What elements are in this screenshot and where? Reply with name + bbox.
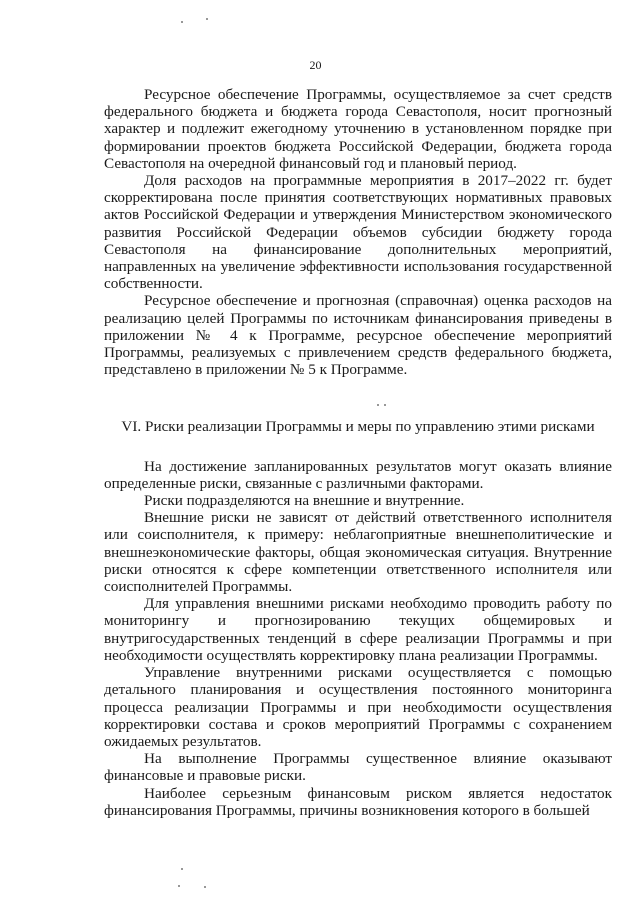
scan-speck	[377, 404, 379, 406]
paragraph-financial-risk: Наиболее серьезным финансовым риском является недостаток финансирования Программы, причины возникновения которого в большей	[104, 784, 612, 819]
paragraph-risks-intro: На достижение запланированных результатов могут оказать влияние определенные риски, связанные с различными факторами.	[104, 457, 612, 492]
document-body	[104, 86, 612, 819]
paragraph-financial-legal: На выполнение Программы существенное влияние оказывают финансовые и правовые риски.	[104, 750, 612, 785]
page-number: 20	[309, 58, 322, 72]
paragraph-external-management: Для управления внешними рисками необходимо проводить работу по мониторингу и прогнозированию текущих общемировых и внутригосударственных тенденций в сфере реализации Программы и при необходимости осуществлять корректировку плана реализации Программы.	[104, 595, 612, 664]
paragraph-resource-funding: Ресурсное обеспечение Программы, осуществляемое за счет средств федерального бюджета и бюджета города Севастополя, носит прогнозный характер и подлежит ежегодному уточнению в установленном порядке при формировании проектов бюджета Российской Федерации, бюджета города Севастополя на очередной финансовый год и плановый период.	[104, 86, 612, 172]
scan-speck	[181, 868, 183, 870]
paragraph-external-internal: Внешние риски не зависят от действий ответственного исполнителя или соисполнителя, к примеру: неблагоприятные внешнеполитические и внешнеэкономические факторы, общая экономическая ситуация. Внутренние риски относятся к сфере компетенции ответственного исполнителя или соисполнителей Программы.	[104, 509, 612, 596]
scan-speck	[181, 21, 183, 23]
scan-speck	[206, 18, 208, 20]
section-heading-risks: VI. Риски реализации Программы и меры по управлению этими рисками	[121, 418, 595, 436]
scan-speck	[178, 885, 180, 887]
resource-section	[104, 86, 612, 378]
paragraph-expense-share: Доля расходов на программные мероприятия в 2017–2022 гг. будет скорректирована после принятия соответствующих нормативных правовых актов Российской Федерации и утверждения Министерством экономического развития Российской Федерации объемов субсидии бюджету города Севастополя на финансирование дополнительных мероприятий, направленных на увеличение эффективности использования государственной собственности.	[104, 172, 612, 293]
paragraph-internal-management: Управление внутренними рисками осуществляется с помощью детального планирования и осуществления постоянного мониторинга процесса реализации Программы и при необходимости осуществления корректировки состава и сроков мероприятий Программы с сохранением ожидаемых результатов.	[104, 664, 612, 750]
scan-speck	[204, 886, 206, 888]
paragraph-risk-types: Риски подразделяются на внешние и внутренние.	[144, 492, 465, 510]
risks-section	[104, 458, 612, 819]
paragraph-resource-appendix: Ресурсное обеспечение и прогнозная (справочная) оценка расходов на реализацию целей Программы по источникам финансирования приведены в приложении № 4 к Программе, ресурсное обеспечение мероприятий Программы, реализуемых с привлечением средств федерального бюджета, представлено в приложении № 5 к Программе.	[104, 292, 612, 379]
scan-speck	[384, 404, 386, 406]
